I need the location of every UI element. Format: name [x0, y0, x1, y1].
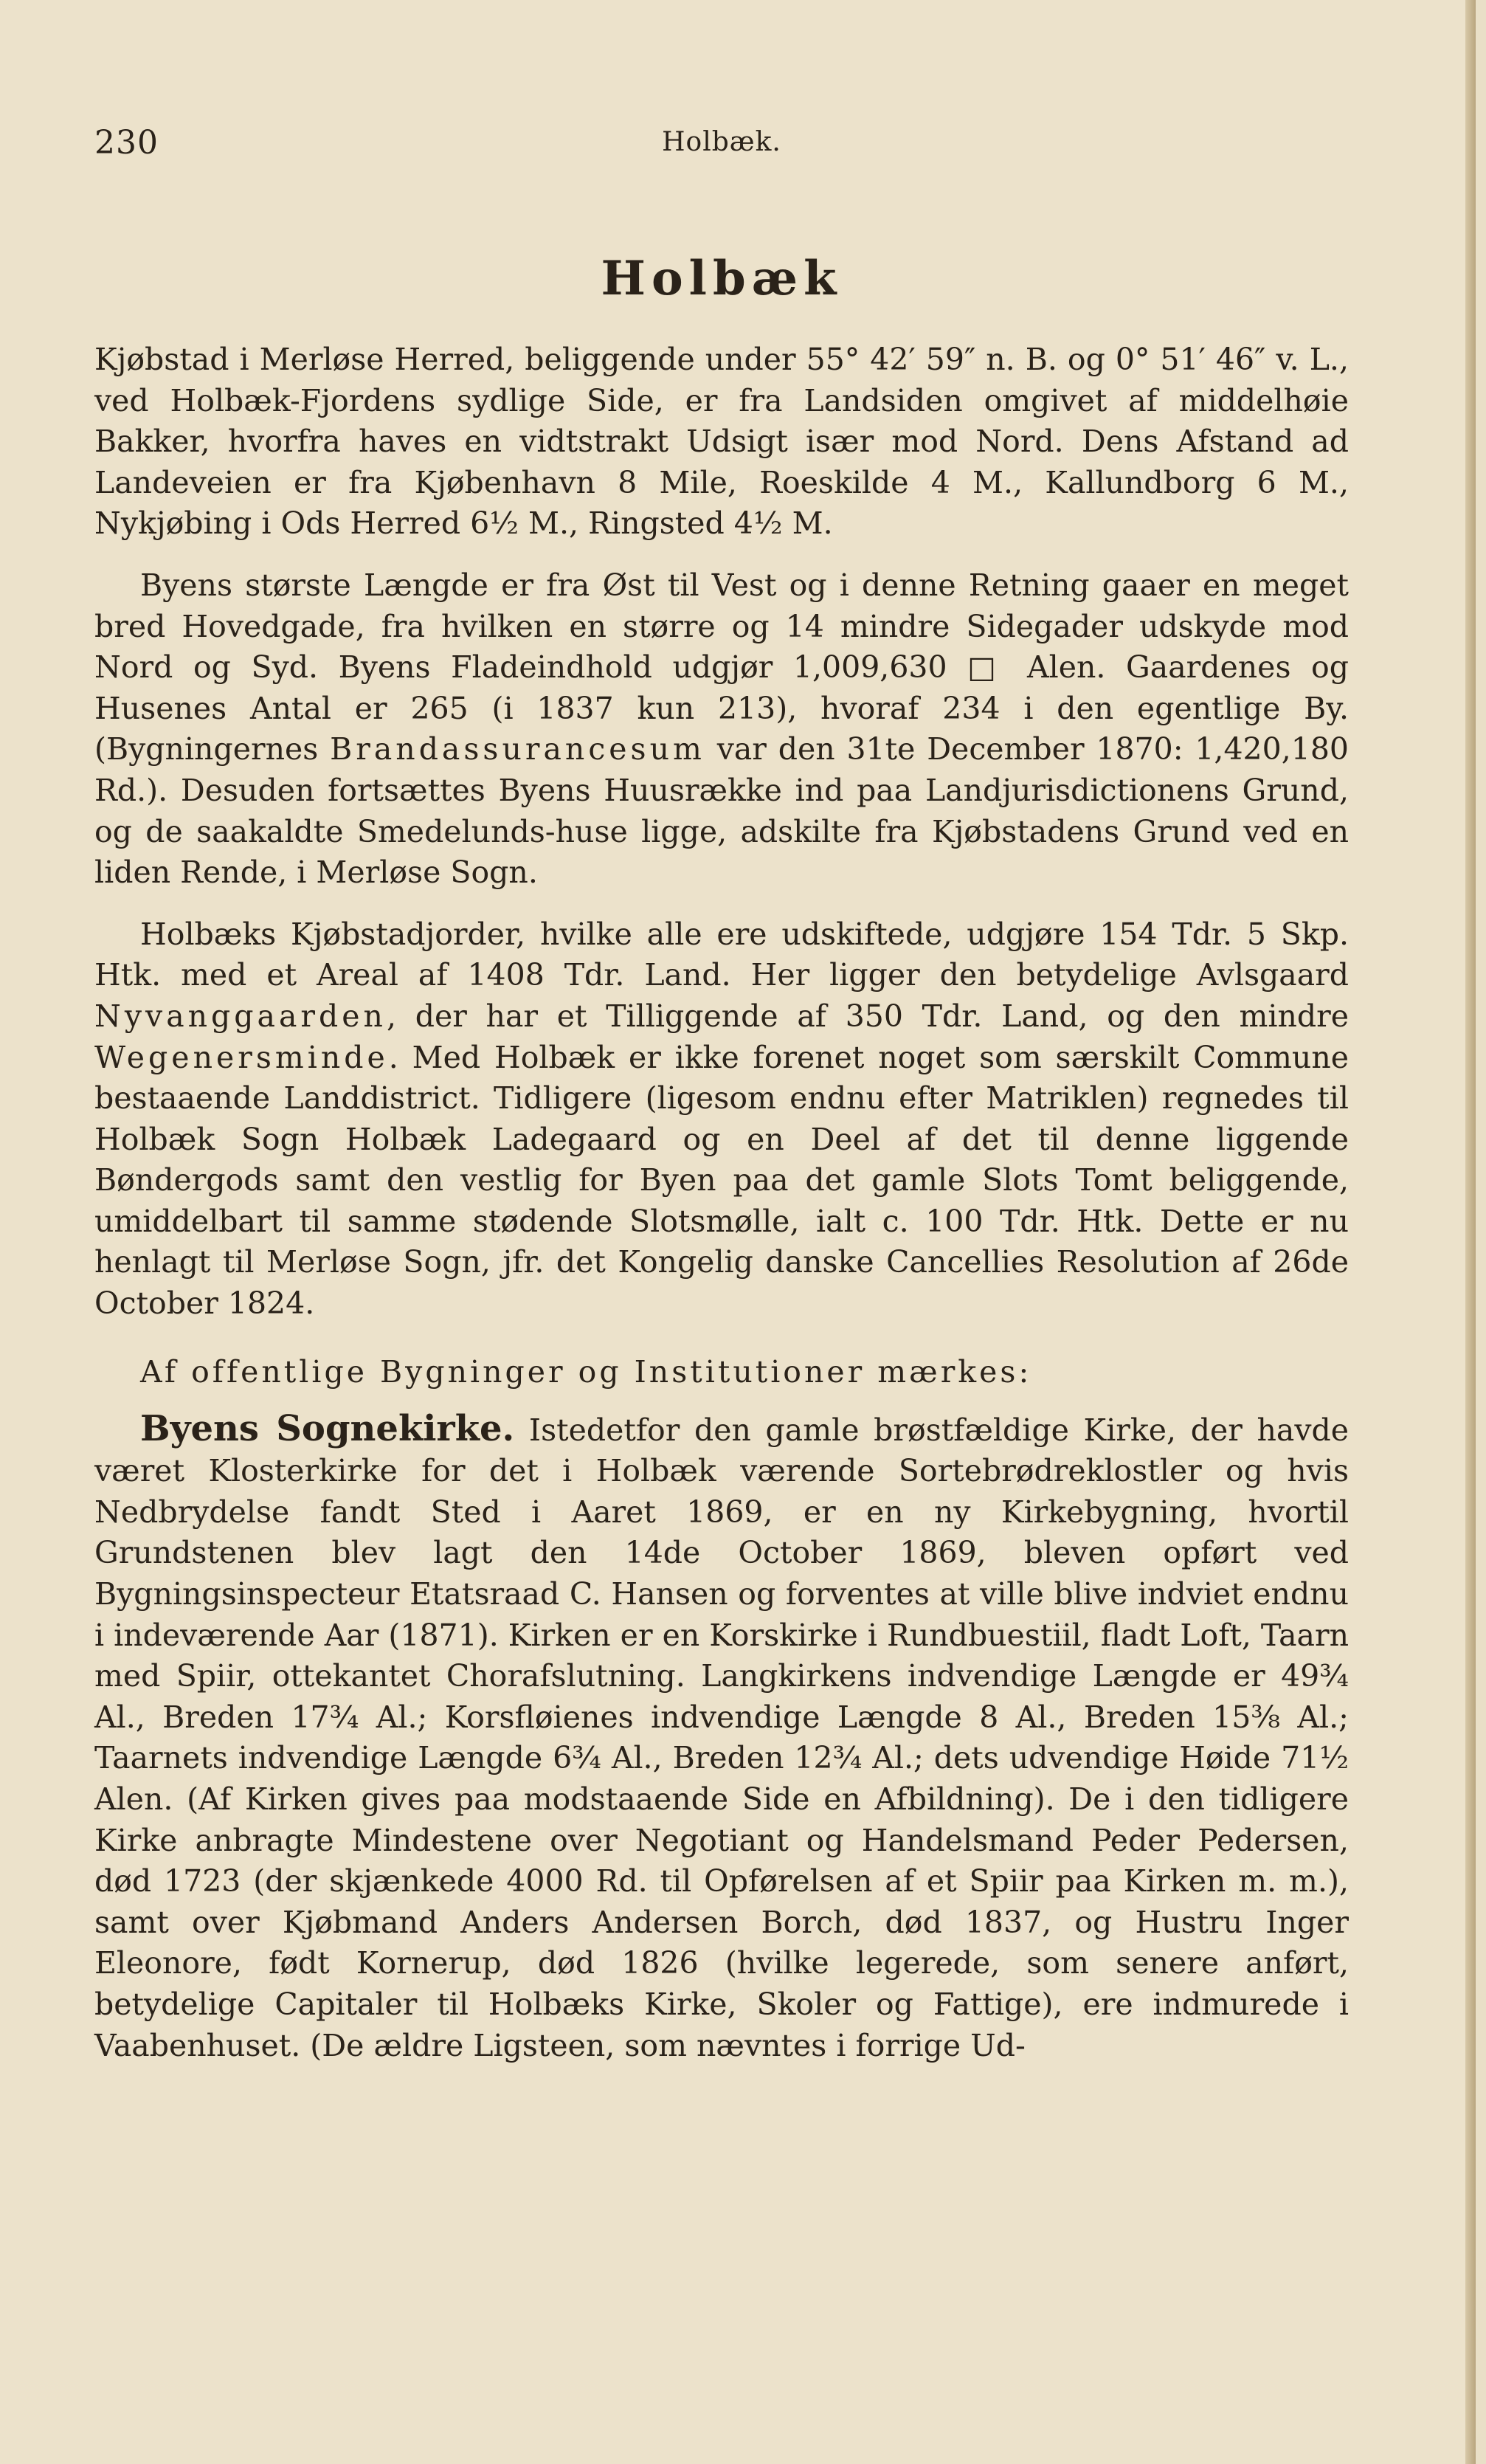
paragraph-text: . Med Holbæk er ikke forenet noget som særskilt Commune bestaaende Landdistrict. Tidligere (ligesom endnu efter Matriklen) regnedes til Holbæk Sogn Holbæk Ladegaard og en Deel af det til denne liggende Bøndergods samt den vestlig for Byen paa det gamle Slots Tomt beliggende, umiddelbart til samme stødende Slotsmølle, ialt c. 100 Tdr. Htk. Dette er nu henlagt til Merløse Sogn, jfr. det Kongelig danske Cancellies Resolution af 26de October 1824. [94, 1039, 1349, 1322]
lead-term: Byens Sognekirke. [140, 1407, 515, 1449]
paragraph-text: Istedetfor den gamle brøstfældige Kirke, der havde været Klosterkirke for det i Holbæk værende Sortebrødreklostler og hvis Nedbrydelse fandt Sted i Aaret 1869, er en ny Kirkebygning, hvortil Grundstenen blev lagt den 14de October 1869, bleven opført ved Bygningsinspecteur Etatsraad C. Hansen og forventes at ville blive indviet endnu i indeværende Aar (1871). Kirken er en Korskirke i Rundbuestiil, fladt Loft, Taarn med Spiir, ottekantet Chorafslutning. Langkirkens indvendige Længde er 49¾ Al., Breden 17¾ Al.; Korsfløienes indvendige Længde 8 Al., Breden 15⅜ Al.; Taarnets indvendige Længde 6¾ Al., Breden 12¾ Al.; dets udvendige Høide 71½ Alen. (Af Kirken gives paa modstaaende Side en Afbildning). De i den tidligere Kirke anbragte Mindestene over Negotiant og Handelsmand Peder Pedersen, død 1723 (der skjænkede 4000 Rd. til Opførelsen af et Spiir paa Kirken m. m.), samt over Kjøbmand Anders Andersen Borch, død 1837, og Hustru Inger Eleonore, født Kornerup, død 1826 (hvilke legerede, som senere anført, betydelige Capitaler til Holbæks Kirke, Skoler og Fattige), ere indmurede i Vaabenhuset. (De ældre Ligsteen, som nævntes i forrige Ud- [94, 1412, 1349, 2063]
paragraph-town-lands [94, 914, 1349, 1325]
running-head: Holbæk. [662, 127, 781, 157]
section-heading: Af offentlige Bygninger og Institutioner mærkes: [140, 1353, 1032, 1390]
paragraph-town-layout [94, 565, 1349, 894]
emphasized-term: Wegenersminde [94, 1039, 389, 1075]
page-header [94, 124, 1349, 168]
paragraph-text: var den 31te December 1870: 1,420,180 Rd.). Desuden fortsættes Byens Huusrække ind paa Landjurisdictionens Grund, og de saakaldte Smedelunds-huse ligge, adskilte fra Kjøbstadens Grund ved en liden Rende, i Merløse Sogn. [94, 731, 1349, 891]
article-body [94, 339, 1349, 2087]
paragraph-text: , der har et Tilliggende af 350 Tdr. Land, og den mindre [386, 998, 1349, 1034]
emphasized-term: Brandassurancesum [330, 731, 705, 767]
paragraph-church [94, 1409, 1349, 2067]
page-edge [1465, 0, 1476, 2464]
paragraph-text: Holbæks Kjøbstadjorder, hvilke alle ere udskiftede, udgjøre 154 Tdr. 5 Skp. Htk. med et Areal af 1408 Tdr. Land. Her ligger den betydelige Avlsgaard [94, 916, 1349, 993]
paragraph-text: Byens største Længde er fra Øst til Vest og i denne Retning gaaer en meget bred Hovedgade, fra hvilken en større og 14 mindre Sidegader udskyde mod Nord og Syd. Byens Fladeindhold udgjør 1,009,630 □ Alen. Gaardenes og Husenes Antal er 265 (i 1837 kun 213), hvoraf 234 i den egentlige By. (Bygningernes [94, 567, 1349, 767]
article-title: Holbæk [601, 251, 843, 306]
paragraph-location: Kjøbstad i Merløse Herred, beliggende under 55° 42′ 59″ n. B. og 0° 51′ 46″ v. L., ved Holbæk-Fjordens sydlige Side, er fra Landsiden omgivet af middelhøie Bakker, hvorfra haves en vidtstrakt Udsigt især mod Nord. Dens Afstand ad Landeveien er fra Kjøbenhavn 8 Mile, Roeskilde 4 M., Kallundborg 6 M., Nykjøbing i Ods Herred 6½ M., Ringsted 4½ M. [94, 342, 1349, 542]
page-number: 230 [94, 124, 159, 162]
emphasized-term: Nyvanggaarden [94, 998, 387, 1034]
